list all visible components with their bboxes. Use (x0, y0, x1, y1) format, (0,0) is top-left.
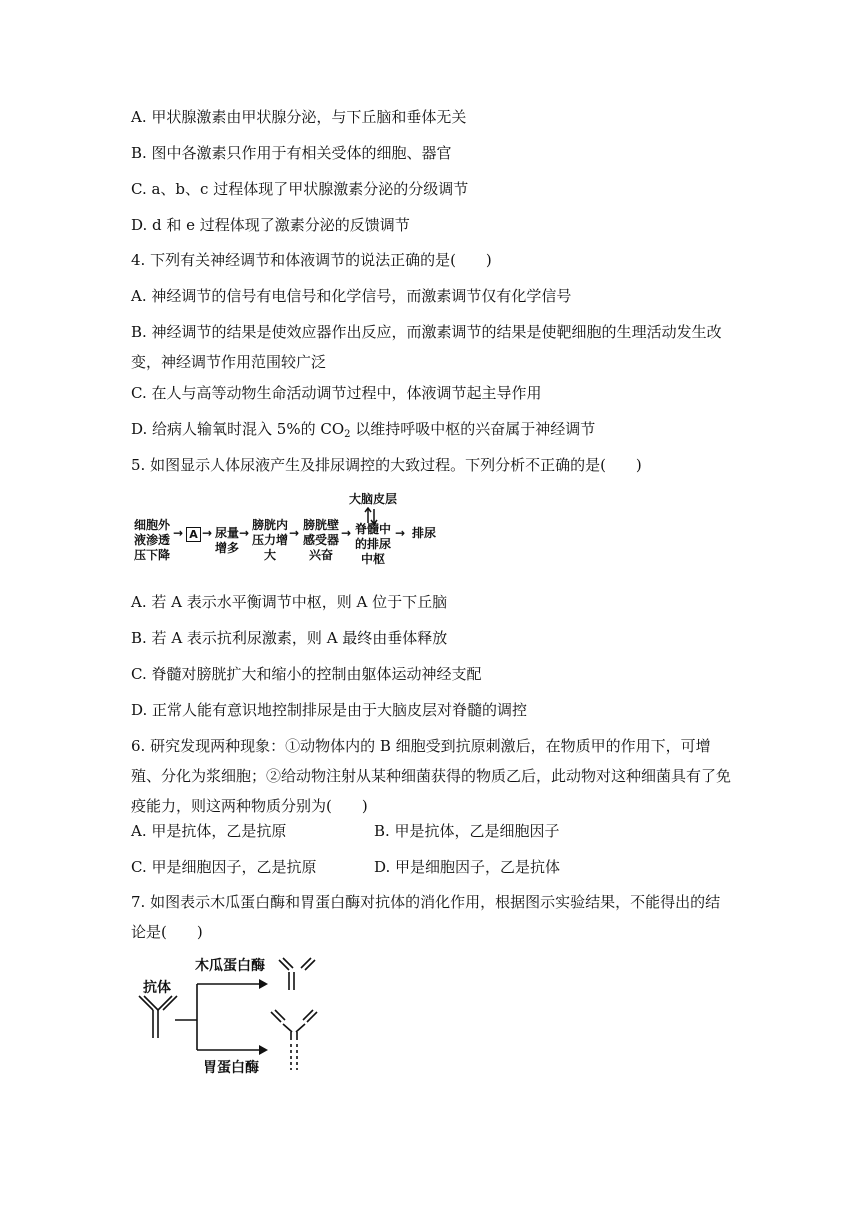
q6-stem: 6. 研究发现两种现象：①动物体内的 B 细胞受到抗原刺激后，在物质甲的作用下，可增殖、分化为浆细胞；②给动物注射从某种细菌获得的物质乙后，此动物对这种细菌具有了免疫能力，则这两种物质分别为( ) (131, 737, 732, 815)
antibody-label: 抗体 (143, 980, 171, 996)
flow-step-osmotic: 细胞外液渗透压下降 (133, 518, 170, 562)
arrow-head-icon (259, 979, 268, 989)
q5-option-a: A. 若 A 表示水平衡调节中枢，则 A 位于下丘脑 (131, 593, 448, 611)
q7-stem: 7. 如图表示木瓜蛋白酶和胃蛋白酶对抗体的消化作用，根据图示实验结果，不能得出的结论是( ) (131, 893, 721, 941)
flow-cortex: 大脑皮层 (348, 492, 397, 506)
branch-arrows (175, 984, 259, 1050)
q4-option-d-text: D. 给病人输氧时混入 5%的 CO (131, 420, 345, 438)
q5-stem: 5. 如图显示人体尿液产生及排尿调控的大致过程。下列分析不正确的是( ) (131, 456, 642, 474)
papain-label: 木瓜蛋白酶 (195, 958, 265, 974)
flow-spinal-center: 脊髓中的排尿中枢 (354, 522, 391, 566)
q4-option-a: A. 神经调节的信号有电信号和化学信号，而激素调节仅有化学信号 (131, 287, 572, 305)
q3-option-d: D. d 和 e 过程体现了激素分泌的反馈调节 (131, 216, 410, 234)
antibody-icon (139, 996, 177, 1038)
pepsin-label: 胃蛋白酶 (203, 1060, 259, 1076)
q3-option-b: B. 图中各激素只作用于有相关受体的细胞、器官 (131, 144, 452, 162)
q4-option-b: B. 神经调节的结果是使效应器作出反应，而激素调节的结果是使靶细胞的生理活动发生改变，神经调节作用范围较广泛 (131, 323, 722, 371)
flow-step-urinate: 排尿 (411, 526, 436, 540)
q4-option-d (131, 419, 595, 439)
q5-option-c: C. 脊髓对膀胱扩大和缩小的控制由躯体运动神经支配 (131, 665, 482, 683)
antibody-digestion-diagram (131, 950, 331, 1080)
pepsin-fragments-icon (271, 1010, 317, 1070)
q6-option-d: D. 甲是细胞因子，乙是抗体 (374, 858, 561, 876)
q3-option-a: A. 甲状腺激素由甲状腺分泌，与下丘脑和垂体无关 (131, 108, 467, 126)
arrow-right-icon: → (239, 526, 250, 540)
subscript: 2 (344, 429, 351, 440)
antibody-diagram-lines (131, 950, 331, 1080)
arrow-right-icon: → (289, 526, 300, 540)
arrow-head-icon (259, 1045, 268, 1055)
q5-option-b: B. 若 A 表示抗利尿激素，则 A 最终由垂体释放 (131, 629, 448, 647)
flow-box-a: A (186, 527, 201, 542)
arrow-right-icon: → (341, 526, 352, 540)
flow-step-receptor: 膀胱壁感受器兴奋 (302, 518, 339, 562)
q6-option-b: B. 甲是抗体，乙是细胞因子 (374, 822, 560, 840)
arrow-right-icon: → (173, 526, 184, 540)
papain-fragments-icon (279, 958, 315, 990)
flow-step-bladder-pressure: 膀胱内压力增大 (251, 518, 288, 562)
arrow-right-icon: → (202, 526, 213, 540)
q4-option-c: C. 在人与高等动物生命活动调节过程中，体液调节起主导作用 (131, 384, 542, 402)
q6-option-c: C. 甲是细胞因子，乙是抗原 (131, 858, 317, 876)
flow-step-urine: 尿量增多 (214, 526, 239, 555)
q4-stem: 4. 下列有关神经调节和体液调节的说法正确的是( ) (131, 251, 492, 269)
q5-option-d: D. 正常人能有意识地控制排尿是由于大脑皮层对脊髓的调控 (131, 701, 528, 719)
q4-option-d-text-end: 以维持呼吸中枢的兴奋属于神经调节 (350, 420, 596, 438)
urination-flow-diagram (131, 488, 461, 578)
q3-option-c: C. a、b、c 过程体现了甲状腺激素分泌的分级调节 (131, 180, 469, 198)
arrow-right-icon: → (395, 526, 406, 540)
q6-option-a: A. 甲是抗体，乙是抗原 (131, 822, 287, 840)
